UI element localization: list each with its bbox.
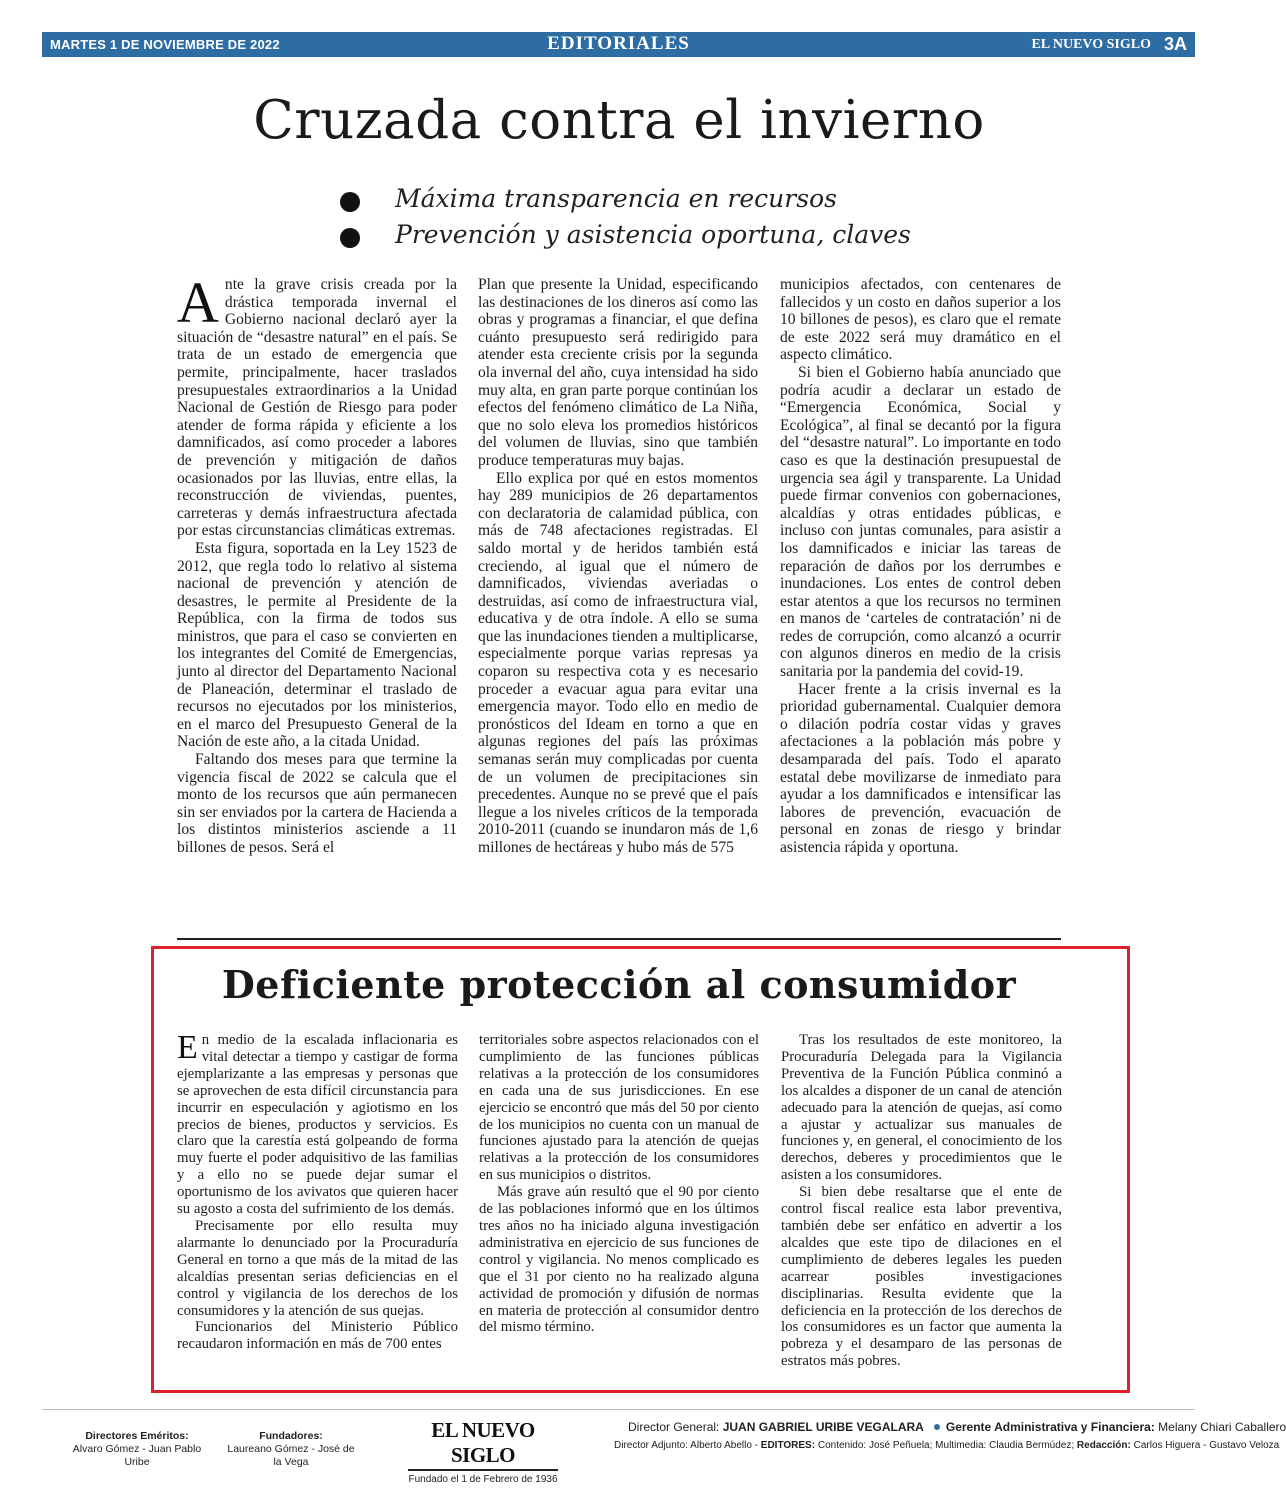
paragraph: municipios afectados, con centenares de fallecidos y un costo en daños superior a los 10 billones de pesos), es claro que el remate de este 2022 será muy dramático en el aspecto climático. — [780, 276, 1061, 364]
newspaper-brand: EL NUEVO SIGLO — [1031, 37, 1151, 52]
bullet-icon — [934, 1424, 940, 1430]
editorial2-column-1 — [177, 1029, 458, 1353]
paragraph: Ello explica por qué en estos momentos hay 289 municipios de 26 departamentos con declaratoria de calamidad pública, con más de 748 afectaciones registradas. El saldo mortal y de heridos también está creciendo, al igual que el número de damnificados, viviendas averiadas o destruidas, así como de infraestructura vial, educativa y de otra índole. A ello se suma que las inundaciones tienden a multiplicarse, especialmente porque varias represas ya coparon su respectiva cota y es necesario proceder a evacuar agua para evitar una emergencia mayor. Todo ello en medio de pronósticos del Ideam en torno a que en algunas regiones del país las próximas semanas serán muy complicadas por cuenta de un volumen de precipitaciones sin precedentes. Aunque no se prevé que el país llegue a los niveles críticos de la temporada 2010-2011 (cuando se inundaron más de 1,6 millones de hectáreas y hubo más de 575 — [478, 469, 758, 856]
deck-text: Máxima transparencia en recursos — [395, 184, 837, 213]
paragraph: Faltando dos meses para que termine la vigencia fiscal de 2022 se calcula que el monto de los recursos que aún permanecen sin ser enviados por la cartera de Hacienda a los distintos ministerios asciende a 11 billones de pesos. Será el — [177, 751, 457, 856]
editorial1-column-1 — [177, 270, 457, 857]
paragraph: Precisamente por ello resulta muy alarmante lo denunciado por la Procuraduría General en torno a que más de la mitad de las alcaldías presentan serias deficiencias en el control y vigilancia de los derechos de los consumidores y la atención de sus quejas. — [177, 1217, 458, 1319]
editorial1-column-2 — [478, 276, 758, 857]
editorial1-headline: Cruzada contra el invierno — [253, 90, 985, 151]
bullet-icon — [340, 228, 360, 248]
bullet-icon — [340, 192, 360, 212]
editorial1-column-3 — [780, 276, 1061, 857]
paragraph: Ante la grave crisis creada por la drástica temporada invernal el Gobierno nacional declaró ayer la situación de “desastre natural” en el país. Se trata de un estado de emergencia que permite, principalmente, hacer traslados presupuestales extraordinarios a la Unidad Nacional de Gestión de Riesgo para poder atender de forma rápida y eficiente a los damnificados, así como proceder a labores de prevención y mitigación de daños ocasionados por las lluvias, entre ellas, la reconstrucción de viviendas, puentes, carreteras y demás infraestructura afectada por estas circunstancias climáticas extremas. — [177, 270, 457, 540]
paragraph: territoriales sobre aspectos relacionados con el cumplimiento de las funciones públicas relativas a la protección de los consumidores en cada una de sus jurisdicciones. En ese ejercicio se encontró que más del 50 por ciento de los municipios no cuenta con un manual de funciones ajustado para la atención de quejas relativas a la protección de los consumidores en sus municipios o distritos. — [479, 1032, 759, 1184]
footer-divider — [42, 1409, 1195, 1410]
paragraph: En medio de la escalada inflacionaria es vital detectar a tiempo y castigar de forma ejemplarizante a las empresas y personas que se aprovechen de esta difícil circunstancia para incurrir en especulación y agiotismo en los precios de bienes, productos y servicios. Es claro que la carestía está golpeando de forma muy fuerte el poder adquisitivo de las familias y a ello no se puede dejar sumar el oportunismo de los avivatos que quieren hacer su agosto a costa del sufrimiento de los demás. — [177, 1029, 458, 1218]
page-header-bar — [42, 32, 1195, 57]
section-title: EDITORIALES — [547, 33, 690, 54]
paragraph: Plan que presente la Unidad, especificando las destinaciones de los dineros así como las obras y programas a financiar, el que defina cuánto presupuesto será redirigido para atender esta creciente crisis por la segunda ola invernal del año, cuya intensidad ha sido muy alta, en gran parte porque continúan los efectos del fenómeno climático de La Niña, que no solo eleva los promedios históricos del volumen de lluvias, sino que también produce temperaturas muy bajas. — [478, 276, 758, 469]
deck-line — [340, 184, 960, 220]
drop-cap: A — [177, 270, 219, 335]
newspaper-logo: EL NUEVO SIGLO Fundado el 1 de Febrero de 1936 — [408, 1418, 558, 1485]
paragraph: Esta figura, soportada en la Ley 1523 de 2012, que regla todo lo relativo al sistema nacional de prevención y atención de desastres, le permite al Presidente de la República, con la firma de todos sus ministros, que para el caso se convierten en los integrantes del Comité de Emergencias, junto al director del Departamento Nacional de Planeación, determinar el traslado de recursos no ejecutados por los ministerios, en el marco del Presupuesto General de la Nación de este año, a la citada Unidad. — [177, 539, 457, 751]
paragraph: Más grave aún resultó que el 90 por ciento de las poblaciones informó que en los últimos tres años no ha iniciado alguna investigación administrativa en ejercicio de sus funciones de control y vigilancia. No menos complicado es que el 31 por ciento no ha realizado alguna actividad de promoción y difusión de normas en materia de protección al consumidor dentro del mismo término. — [479, 1184, 759, 1336]
editorial2-column-3 — [781, 1032, 1062, 1370]
paragraph: Tras los resultados de este monitoreo, la Procuraduría Delegada para la Vigilancia Preventiva de la Función Pública conminó a los alcaldes a disponer de un canal de atención adecuado para la atención de quejas, así como a ajustar y actualizar sus manuales de funciones y, en general, el conocimiento de los derechos, deberes y procedimientos que le asisten a los consumidores. — [781, 1032, 1062, 1184]
founders: Fundadores: Laureano Gómez - José de la Vega — [227, 1430, 355, 1468]
editorial2-headline: Deficiente protección al consumidor — [221, 962, 1017, 1007]
paragraph: Funcionarios del Ministerio Público recaudaron información en más de 700 entes — [177, 1319, 458, 1353]
emeritus-directors: Directores Eméritos: Alvaro Gómez - Juan Pablo Uribe — [72, 1430, 202, 1468]
staff-editors: Director Adjunto: Alberto Abello - EDITORES: Contenido: José Peñuela; Multimedia: Claudia Bermúdez; Redacción: Carlos Higuera - Gustavo Veloza — [614, 1440, 1280, 1451]
deck-text: Prevención y asistencia oportuna, claves — [395, 220, 911, 249]
page-number: 3A — [1163, 34, 1187, 54]
staff-directors: Director General: JUAN GABRIEL URIBE VEGALARA Gerente Administrativa y Financiera: Melany Chiari Caballero — [628, 1420, 1286, 1434]
section-divider — [177, 938, 1061, 940]
editorial2-column-2 — [479, 1032, 759, 1336]
editorial1-decks — [340, 184, 960, 256]
drop-cap: E — [177, 1029, 198, 1066]
deck-line — [340, 220, 960, 256]
paragraph: Si bien el Gobierno había anunciado que podría acudir a declarar un estado de “Emergencia Económica, Social y Ecológica”, al final se decantó por la figura del “desastre natural”. Lo importante en todo caso es que la destinación presupuestal de urgencia sea ágil y transparente. La Unidad puede firmar convenios con gobernaciones, alcaldías y otras entidades públicas, e incluso con juntas comunales, para asistir a los damnificados e iniciar las tareas de reparación de daños por los derrumbes e inundaciones. Los entes de control deben estar atentos a que los recursos no terminen en manos de ‘carteles de contratación’ ni de redes de corrupción, como alcanzó a ocurrir con algunos dineros en medio de la crisis sanitaria por la pandemia del covid-19. — [780, 363, 1062, 681]
paragraph: Hacer frente a la crisis invernal es la prioridad gubernamental. Cualquier demora o dilación podría costar vidas y graves afectaciones a la población más pobre y desamparada del país. Todo el aparato estatal debe movilizarse de inmediato para ayudar a los damnificados e intensificar las labores de prevención, evacuación de personal en zonas de riesgo y brindar asistencia rápida y oportuna. — [780, 680, 1061, 856]
paragraph: Si bien debe resaltarse que el ente de control fiscal realice esta labor preventiva, también debe ser enfático en advertir a los alcaldes que este tipo de dilaciones en el cumplimiento de deberes legales les pueden acarrear posibles investigaciones disciplinarias. Resulta evidente que la deficiencia en la protección de los derechos de los consumidores es un factor que aumenta la pobreza y el desamparo de las personas de estratos más pobres. — [781, 1184, 1062, 1370]
issue-date: MARTES 1 DE NOVIEMBRE DE 2022 — [50, 37, 280, 52]
